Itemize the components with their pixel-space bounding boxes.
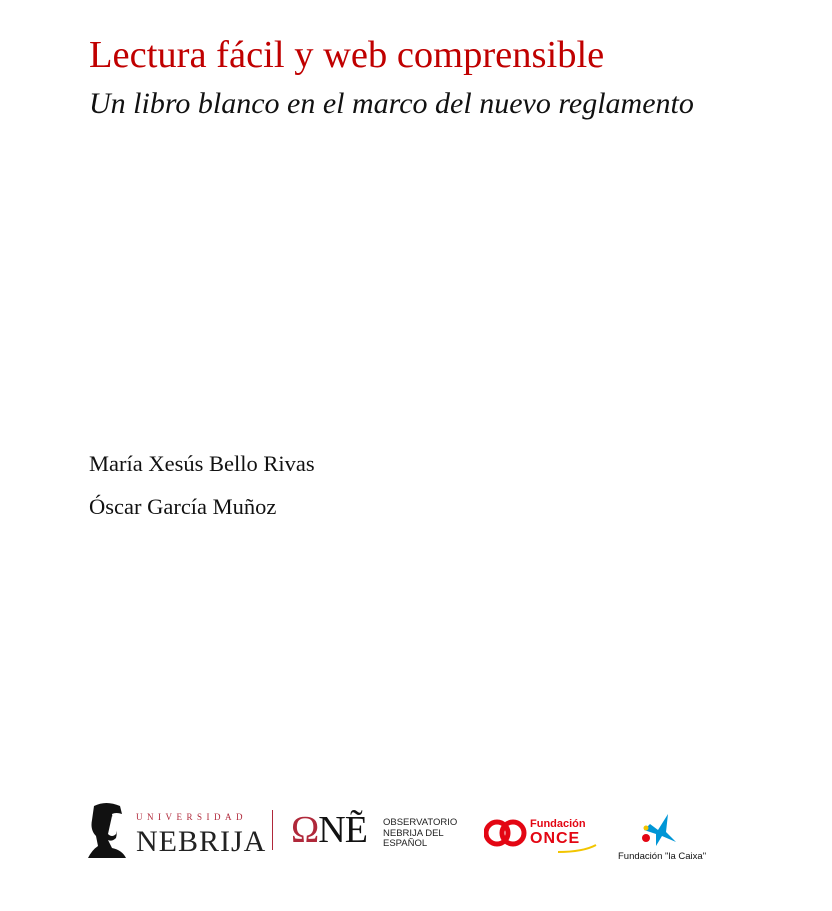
page-title: Lectura fácil y web comprensible [89,34,605,76]
one-line-2: NEBRIJA DEL [383,827,444,839]
nebrija-portrait-icon [86,800,130,860]
one-line-3: ESPAÑOL [383,838,428,849]
caixa-star-icon [636,814,686,850]
one-line-1: OBSERVATORIO [383,817,458,828]
caixa-text: Fundación "la Caixa" [618,851,707,862]
author-2: Óscar García Muñoz [89,494,277,519]
once-rings-icon [484,816,528,850]
one-mark: ΩNẼ [291,809,367,851]
once-swoosh-icon [558,844,598,854]
nebrija-university-label: UNIVERSIDAD [136,812,247,822]
once-fundacion: Fundación [530,818,586,830]
fundacion-once-logo [484,814,604,854]
once-name: ONCE [530,830,581,847]
author-1: María Xesús Bello Rivas [89,451,315,476]
logo-divider [272,810,273,850]
sponsor-logos [86,796,736,866]
fundacion-la-caixa-logo [614,814,724,864]
one-text [383,818,457,850]
page-subtitle: Un libro blanco en el marco del nuevo reglamento [89,87,694,120]
one-logo [291,806,471,856]
nebrija-name: NEBRIJA [136,825,267,858]
nebrija-logo [86,800,267,860]
